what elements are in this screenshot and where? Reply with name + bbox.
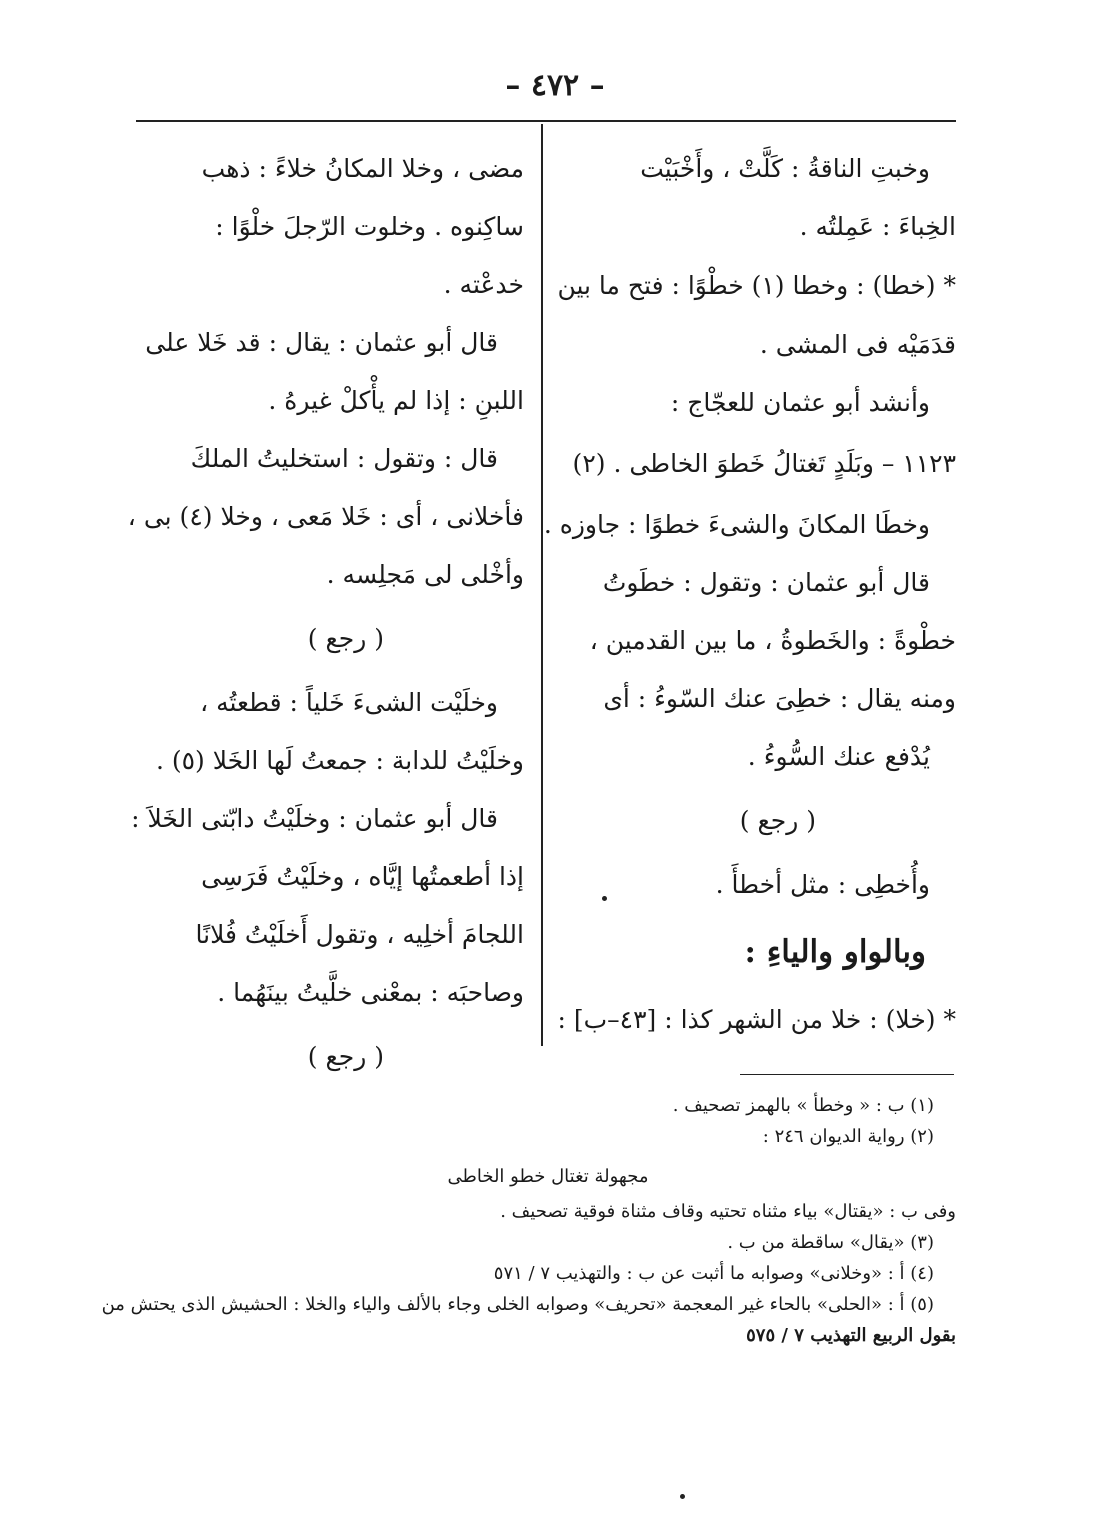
text-line: إذا أطعمتُها إيَّاه ، وخلَيْتُ فَرَسِى xyxy=(201,862,524,891)
footnotes xyxy=(101,1090,956,1351)
text-line: الخِباءَ : عَمِلتُه . xyxy=(799,212,956,241)
header-rule xyxy=(136,120,956,122)
text-line: وبالواو والياءِ : xyxy=(744,934,926,970)
text-line: خطْوةً : والخَطوةُ ، ما بين القدمين ، xyxy=(589,626,956,655)
left-column xyxy=(127,140,524,1092)
footnote-rule xyxy=(740,1074,954,1075)
text-line: * (خطا) : وخطا (١) خطْوًا : فتح ما بين xyxy=(557,271,956,300)
text-line: ساكِنوه . وخلوت الرّجلَ خلْوًا : xyxy=(215,212,524,241)
column-divider xyxy=(541,124,543,1046)
footnote-line: وفى ب : «يقتال» بياء مثناه تحتيه وقاف مثناة فوقية تصحيف . xyxy=(500,1201,956,1222)
text-line: خدعْته . xyxy=(443,270,524,299)
text-line: قال أبو عثمان : يقال : قد خَلا على xyxy=(145,328,498,357)
footnote-line: مجهولة تغتال خطو الخاطى xyxy=(447,1166,649,1187)
text-line: وخطَا المكانَ والشىءَ خطوًا : جاوزه . xyxy=(543,510,930,539)
stray-dot xyxy=(680,1494,685,1499)
footnote-line: بقول الربيع التهذيب ٧ / ٥٧٥ xyxy=(746,1325,956,1346)
text-line: وأُخطِى : مثل أخطأَ . xyxy=(715,870,930,899)
text-line: فأخلانى ، أى : خَلا مَعى ، وخلا (٤) بى ، xyxy=(127,502,524,531)
text-line: قال : وتقول : استخليتُ الملكَ xyxy=(190,444,498,473)
footnote-line: (٢) رواية الديوان ٢٤٦ : xyxy=(762,1126,934,1147)
text-line: اللبنِ : إذا لم يأْكلْ غيرهُ . xyxy=(268,386,524,415)
text-line: مضى ، وخلا المكانُ خلاءً : ذهب xyxy=(201,154,524,183)
text-line: ( رجع ) xyxy=(307,624,384,653)
text-line: ( رجع ) xyxy=(739,806,816,835)
text-line: وخلَيْتُ للدابة : جمعتُ لَها الخَلا (٥) . xyxy=(155,746,524,775)
text-line: وصاحبَه : بمعْنى خلَّيتُ بينَهُما . xyxy=(217,978,524,1007)
text-line: قدَمَيْه فى المشى . xyxy=(759,330,956,359)
text-line: ( رجع ) xyxy=(307,1042,384,1071)
text-line: وخلَيْت الشىءَ خَلياً : قطعتُه ، xyxy=(200,688,498,717)
page-number: – ٤٧٢ – xyxy=(505,68,605,103)
footnote-line: (١) ب : « وخطأ » بالهمز تصحيف . xyxy=(672,1095,934,1116)
stray-dot xyxy=(602,896,607,901)
text-line: وخبتِ الناقةُ : كَلَّتْ ، وأَخْبَيْت xyxy=(640,154,930,183)
text-line: * (خلا) : خلا من الشهر كذا : [٤٣–ب] : xyxy=(557,1005,956,1034)
text-line: اللجامَ أخلِيه ، وتقول أَخلَيْتُ فُلانًا xyxy=(195,920,524,949)
text-line: ١١٢٣ – وبَلَدٍ تَغتالُ خَطوَ الخاطى . (٢) xyxy=(572,449,956,478)
footnote-line: (٤) أ : «وخلانى» وصوابه ما أثبت عن ب : والتهذيب ٧ / ٥٧١ xyxy=(493,1263,934,1284)
text-line: وأنشد أبو عثمان للعجّاج : xyxy=(670,388,930,417)
text-line: قال أبو عثمان : وخلَيْتُ دابّتى الخَلاَ : xyxy=(131,804,498,833)
text-line: يُدْفع عنك السُّوءُ . xyxy=(747,742,930,771)
right-column xyxy=(543,140,956,1050)
text-line: قال أبو عثمان : وتقول : خطَوتُ xyxy=(602,568,930,597)
footnote-line: (٥) أ : «الحلى» بالحاء غير المعجمة «تحريف» وصوابه الخلى وجاء بالألف والياء والخلا : الحشيش الذى يحتش من xyxy=(101,1294,934,1315)
text-line: ومنه يقال : خطِىَ عنك السّوءُ : أى xyxy=(603,684,956,713)
footnote-line: (٣) «يقال» ساقطة من ب . xyxy=(727,1232,934,1253)
text-line: وأخْلى لى مَجلِسه . xyxy=(326,560,524,589)
